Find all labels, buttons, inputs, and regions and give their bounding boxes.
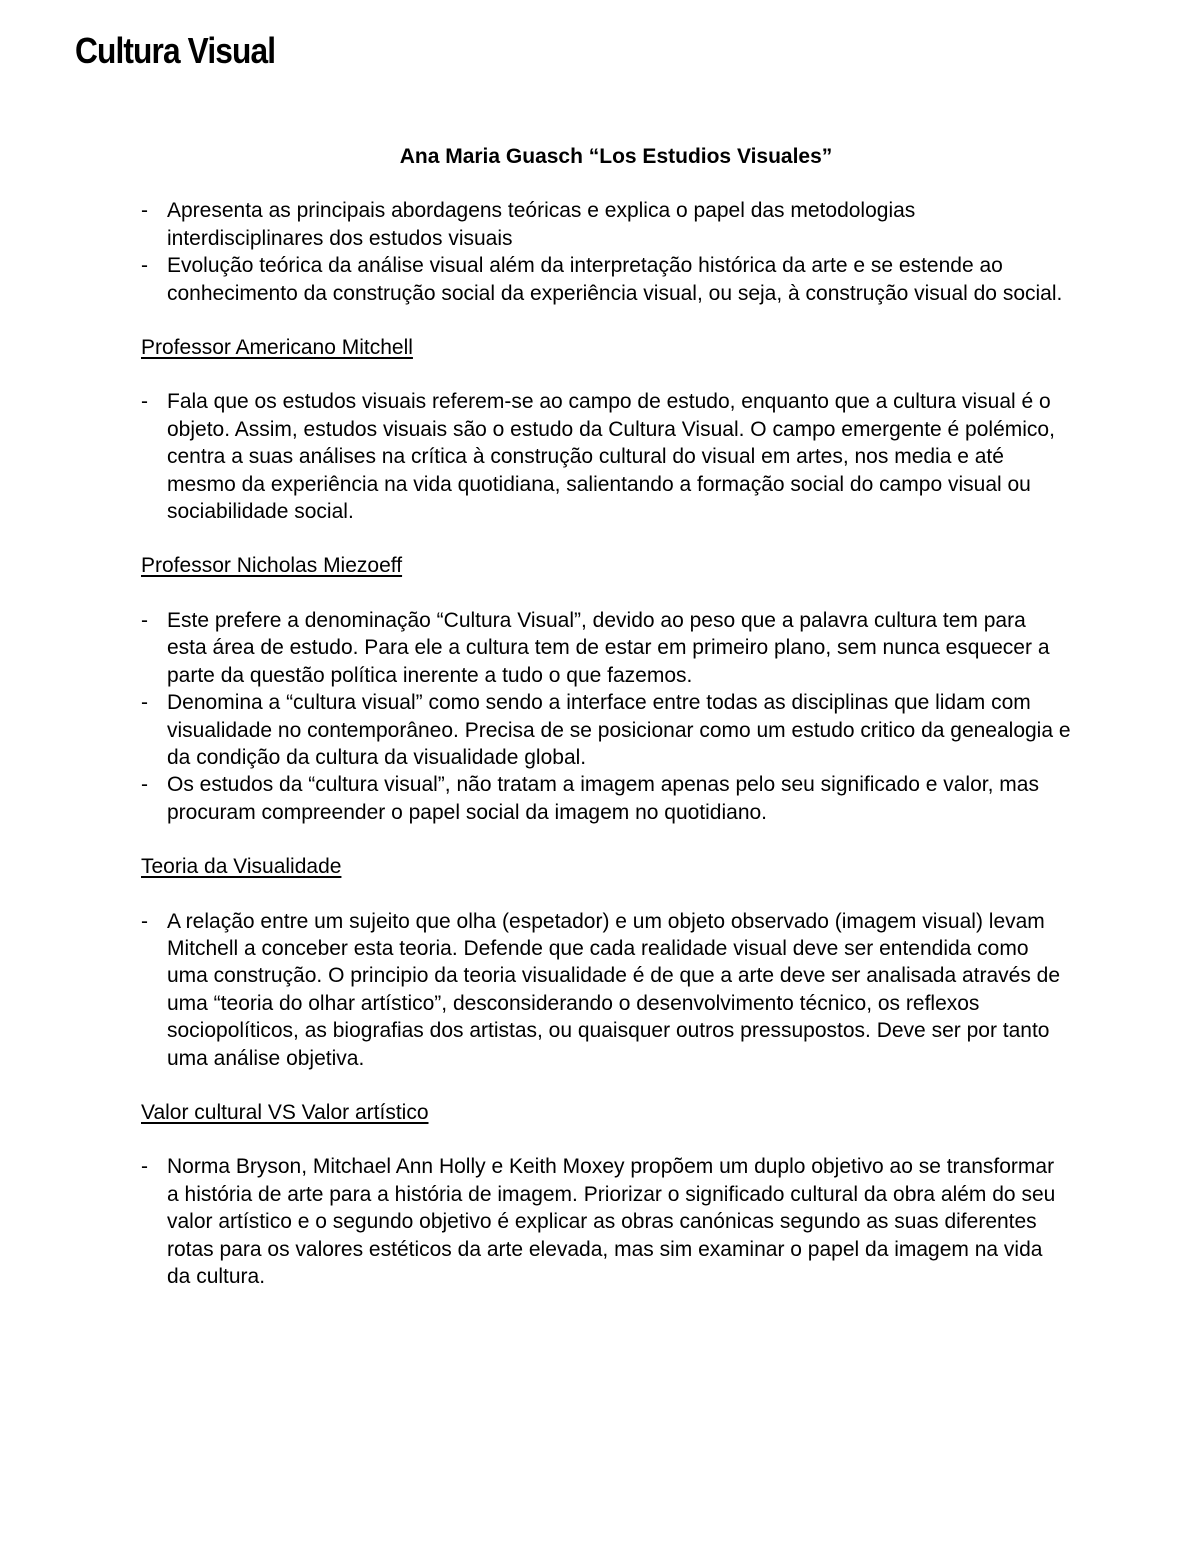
- bullet-text: Norma Bryson, Mitchael Ann Holly e Keith Moxey propõem um duplo objetivo ao se transformar a história de arte para a história de imagem. Priorizar o significado cultural da obra além do seu valor artístico e o segundo objetivo é explicar as obras canónicas segundo as suas diferentes rotas para os valores estéticos da arte elevada, mas sim examinar o papel da imagem na vida da cultura.: [167, 1155, 1056, 1288]
- section-heading-miezoeff: Professor Nicholas Miezoeff: [141, 554, 403, 578]
- bullet-dash: -: [141, 773, 148, 797]
- list-item: [141, 1153, 1071, 1290]
- bullet-dash: -: [141, 199, 148, 223]
- bullet-dash: -: [141, 608, 148, 632]
- page-title: Cultura Visual: [75, 30, 276, 71]
- bullet-text: A relação entre um sujeito que olha (espetador) e um objeto observado (imagem visual) levam Mitchell a conceber esta teoria. Defende que cada realidade visual deve ser entendida como uma construção. O principio da teoria visualidade é de que a arte deve ser analisada através de uma “teoria do olhar artístico”, desconsiderando o desenvolvimento técnico, os reflexos sociopolíticos, as biografias dos artistas, ou quaisquer outros pressupostos. Deve ser por tanto uma análise objetiva.: [167, 909, 1061, 1070]
- bullet-text: Fala que os estudos visuais referem-se ao campo de estudo, enquanto que a cultura visual é o objeto. Assim, estudos visuais são o estudo da Cultura Visual. O campo emergente é polémico, centra a suas análises na crítica à construção cultural do visual em artes, nos media e até mesmo da experiência na vida quotidiana, salientando a formação social do campo visual ou sociabilidade social.: [167, 390, 1055, 524]
- list-item: [141, 388, 1071, 525]
- miezoeff-bullet-list: [141, 607, 1071, 826]
- bullet-text: Este prefere a denominação “Cultura Visual”, devido ao peso que a palavra cultura tem para esta área de estudo. Para ele a cultura tem de estar em primeiro plano, sem nunca esquecer a parte da questão política inerente a tudo o que fazemos.: [167, 608, 1050, 687]
- section-heading-mitchell: Professor Americano Mitchell: [141, 336, 413, 360]
- teoria-bullet-list: [141, 908, 1071, 1072]
- list-item: [141, 908, 1071, 1072]
- bullet-text: Denomina a “cultura visual” como sendo a interface entre todas as disciplinas que lidam com visualidade no contemporâneo. Precisa de se posicionar como um estudo critico da genealogia e da condição da cultura da visualidade global.: [167, 691, 1071, 769]
- section-heading-teoria-visualidade: Teoria da Visualidade: [141, 855, 342, 879]
- document-body: [141, 143, 1071, 1290]
- bullet-dash: -: [141, 691, 148, 715]
- list-item: [141, 197, 1071, 252]
- section-heading-valor-cultural: Valor cultural VS Valor artístico: [141, 1100, 429, 1124]
- list-item: [141, 252, 1071, 307]
- mitchell-bullet-list: [141, 388, 1071, 525]
- intro-bullet-list: [141, 197, 1071, 307]
- list-item: [141, 771, 1071, 826]
- bullet-dash: -: [141, 254, 148, 278]
- bullet-text: Evolução teórica da análise visual além da interpretação histórica da arte e se estende ao conhecimento da construção social da experiência visual, ou seja, à construção visual do social.: [167, 254, 1063, 305]
- document-subtitle: Ana Maria Guasch “Los Estudios Visuales”: [399, 145, 833, 168]
- bullet-dash: -: [141, 1155, 148, 1179]
- bullet-text: Apresenta as principais abordagens teóricas e explica o papel das metodologias interdisciplinares dos estudos visuais: [167, 199, 916, 250]
- bullet-dash: -: [141, 390, 148, 414]
- list-item: [141, 607, 1071, 689]
- bullet-dash: -: [141, 909, 148, 933]
- bullet-text: Os estudos da “cultura visual”, não tratam a imagem apenas pelo seu significado e valor, mas procuram compreender o papel social da imagem no quotidiano.: [167, 773, 1039, 824]
- valor-bullet-list: [141, 1153, 1071, 1290]
- list-item: [141, 689, 1071, 771]
